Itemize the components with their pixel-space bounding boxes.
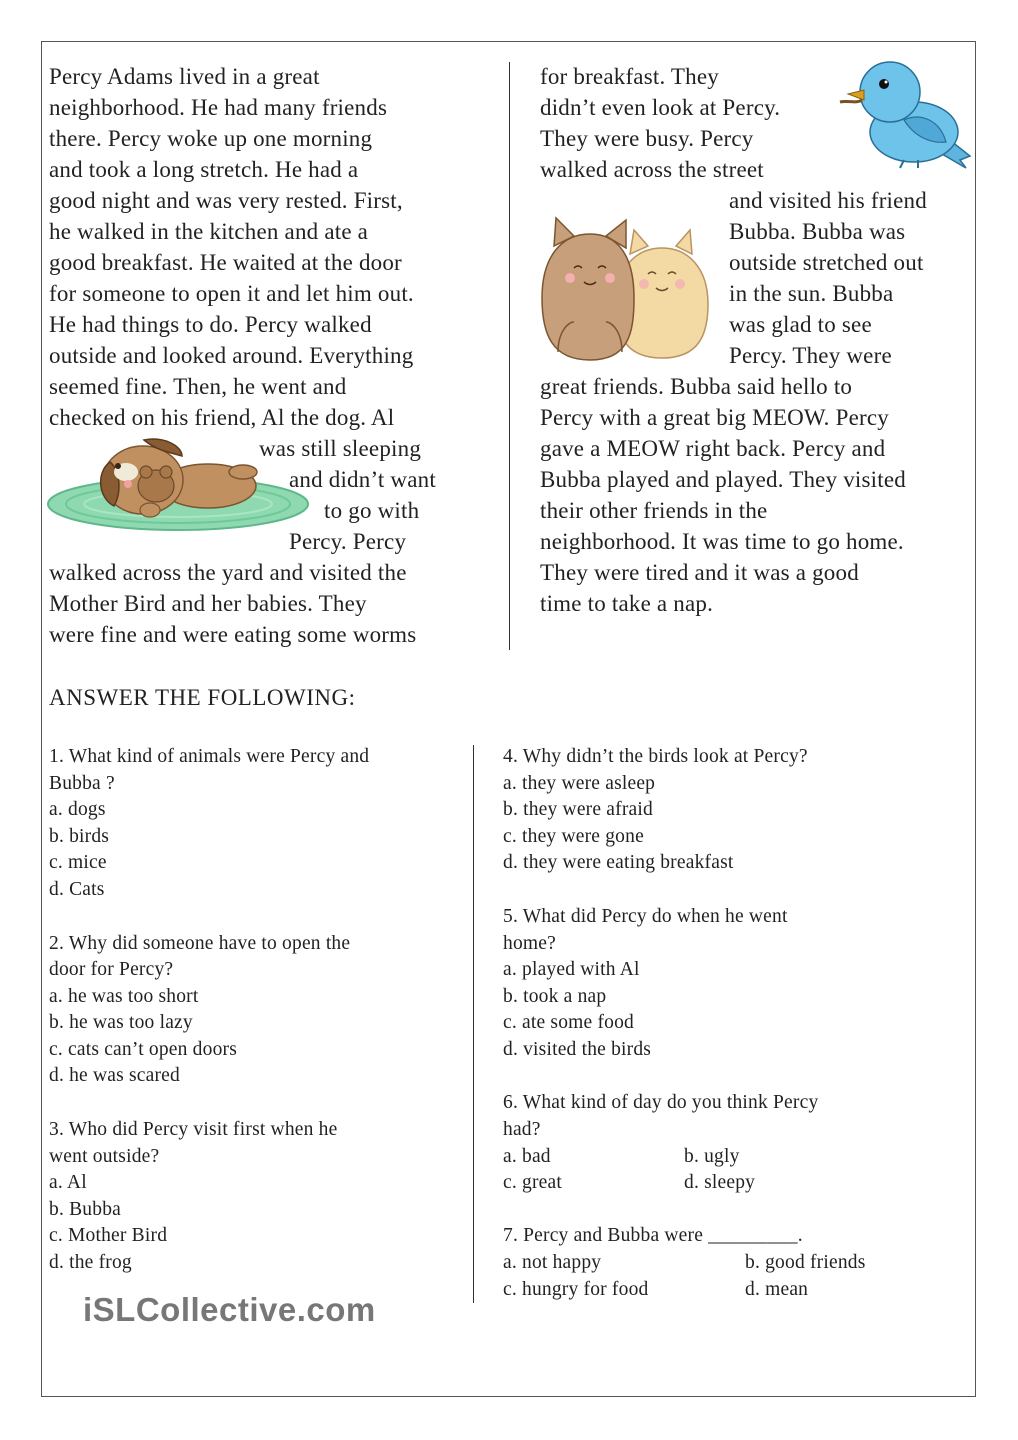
question-line: 4. Why didn’t the birds look at Percy?	[503, 746, 808, 767]
story-line: their other friends in the	[540, 498, 768, 523]
story-line: to go with	[324, 498, 420, 523]
answer-option: c. great	[503, 1172, 562, 1193]
story-line: He had things to do. Percy walked	[49, 312, 372, 337]
story-line: walked across the yard and visited the	[49, 560, 407, 585]
answer-option: d. they were eating breakfast	[503, 852, 734, 873]
story-column-divider	[509, 62, 510, 650]
story-line: outside and looked around. Everything	[49, 343, 414, 368]
question-line: 6. What kind of day do you think Percy	[503, 1092, 819, 1113]
question-line: door for Percy?	[49, 959, 174, 980]
answer-option: d. visited the birds	[503, 1039, 652, 1060]
sleeping-dog-illustration	[48, 432, 310, 532]
answer-option: a. played with Al	[503, 959, 640, 980]
story-line: didn’t even look at Percy.	[540, 95, 781, 120]
answer-option: b. they were afraid	[503, 799, 653, 820]
story-line: Bubba played and played. They visited	[540, 467, 906, 492]
answer-option: c. mice	[49, 852, 107, 873]
story-line: in the sun. Bubba	[729, 281, 894, 306]
answer-option: d. mean	[745, 1279, 809, 1300]
blue-bird-illustration	[834, 56, 974, 168]
story-line: he walked in the kitchen and ate a	[49, 219, 369, 244]
answer-option: c. hungry for food	[503, 1279, 649, 1300]
story-line: checked on his friend, Al the dog. Al	[49, 405, 395, 430]
answer-heading: ANSWER THE FOLLOWING:	[49, 685, 356, 710]
story-line: great friends. Bubba said hello to	[540, 374, 853, 399]
story-line: outside stretched out	[729, 250, 924, 275]
answer-option: d. Cats	[49, 879, 105, 900]
answer-option: a. he was too short	[49, 986, 199, 1007]
story-line: Percy. They were	[729, 343, 892, 368]
answer-option: a. not happy	[503, 1252, 602, 1273]
story-line: Percy Adams lived in a great	[49, 64, 320, 89]
story-line: Bubba. Bubba was	[729, 219, 906, 244]
story-line: was glad to see	[729, 312, 872, 337]
question-line: 1. What kind of animals were Percy and	[49, 746, 370, 767]
answer-option: b. took a nap	[503, 986, 607, 1007]
answer-option: d. sleepy	[684, 1172, 756, 1193]
story-line: and didn’t want	[289, 467, 436, 492]
story-line: good night and was very rested. First,	[49, 188, 403, 213]
question-line: home?	[503, 933, 556, 954]
questions-column-divider	[473, 745, 474, 1303]
question-line: Bubba ?	[49, 773, 115, 794]
answer-option: a. bad	[503, 1146, 551, 1167]
answer-option: a. dogs	[49, 799, 106, 820]
answer-option: b. he was too lazy	[49, 1012, 193, 1033]
question-line: went outside?	[49, 1146, 160, 1167]
story-line: Mother Bird and her babies. They	[49, 591, 367, 616]
story-line: Percy with a great big MEOW. Percy	[540, 405, 889, 430]
story-line: They were busy. Percy	[540, 126, 754, 151]
answer-option: c. ate some food	[503, 1012, 634, 1033]
answer-option: b. birds	[49, 826, 110, 847]
answer-option: a. they were asleep	[503, 773, 656, 794]
story-line: They were tired and it was a good	[540, 560, 859, 585]
story-line: and visited his friend	[729, 188, 927, 213]
question-line: 5. What did Percy do when he went	[503, 906, 788, 927]
answer-option: b. ugly	[684, 1146, 740, 1167]
story-line: were fine and were eating some worms	[49, 622, 417, 647]
story-line: walked across the street	[540, 157, 764, 182]
answer-option: d. the frog	[49, 1252, 132, 1273]
watermark: iSLCollective.com	[83, 1291, 376, 1328]
story-line: time to take a nap.	[540, 591, 714, 616]
story-line: for someone to open it and let him out.	[49, 281, 414, 306]
story-line: for breakfast. They	[540, 64, 719, 89]
story-line: neighborhood. He had many friends	[49, 95, 388, 120]
story-line: and took a long stretch. He had a	[49, 157, 359, 182]
answer-option: b. Bubba	[49, 1199, 122, 1220]
story-line: gave a MEOW right back. Percy and	[540, 436, 886, 461]
story-line: neighborhood. It was time to go home.	[540, 529, 904, 554]
story-line: good breakfast. He waited at the door	[49, 250, 402, 275]
story-line: Percy. Percy	[289, 529, 407, 554]
answer-option: c. Mother Bird	[49, 1225, 168, 1246]
answer-option: d. he was scared	[49, 1065, 180, 1086]
question-line: 7. Percy and Bubba were _________.	[503, 1225, 803, 1246]
question-line: had?	[503, 1119, 541, 1140]
story-line: seemed fine. Then, he went and	[49, 374, 347, 399]
story-line: there. Percy woke up one morning	[49, 126, 373, 151]
answer-option: a. Al	[49, 1172, 87, 1193]
question-line: 2. Why did someone have to open the	[49, 933, 351, 954]
story-line: was still sleeping	[259, 436, 422, 461]
answer-option: c. cats can’t open doors	[49, 1039, 238, 1060]
question-line: 3. Who did Percy visit first when he	[49, 1119, 338, 1140]
two-cats-illustration	[538, 212, 716, 362]
answer-option: c. they were gone	[503, 826, 644, 847]
answer-option: b. good friends	[745, 1252, 866, 1273]
